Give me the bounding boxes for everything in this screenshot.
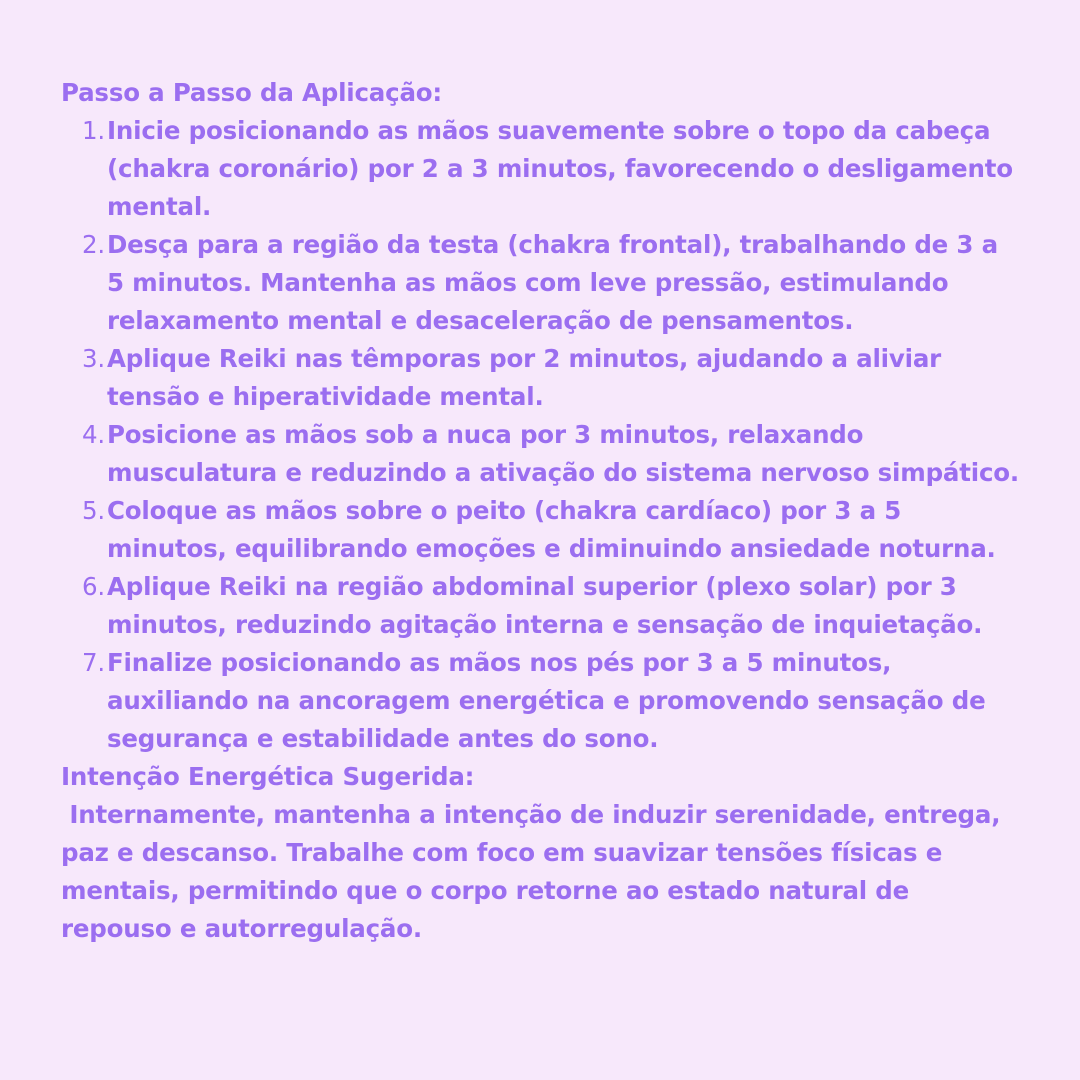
intention-paragraph: Internamente, mantenha a intenção de induzir serenidade, entrega, paz e descanso. Trabalhe com foco em suavizar tensões físicas e mentais, permitindo que o corpo retorne ao estado natural de repouso e autorregulação. <box>61 800 1009 943</box>
steps-list <box>61 112 1021 758</box>
intention-heading: Intenção Energética Sugerida: <box>61 762 475 791</box>
step-text: Desça para a região da testa (chakra frontal), trabalhando de 3 a 5 minutos. Mantenha as mãos com leve pressão, estimulando relaxamento mental e desaceleração de pensamentos. <box>107 230 998 335</box>
step-number: 5. <box>82 496 105 525</box>
step-text: Aplique Reiki na região abdominal superior (plexo solar) por 3 minutos, reduzindo agitação interna e sensação de inquietação. <box>107 572 983 639</box>
list-item <box>61 416 1021 492</box>
list-item <box>61 226 1021 340</box>
step-number: 7. <box>82 648 105 677</box>
list-item <box>61 644 1021 758</box>
step-number: 2. <box>82 230 105 259</box>
step-number: 4. <box>82 420 105 449</box>
step-text: Inicie posicionando as mãos suavemente sobre o topo da cabeça (chakra coronário) por 2 a 3 minutos, favorecendo o desligamento mental. <box>107 116 1013 221</box>
step-number: 1. <box>82 116 105 145</box>
document-content <box>61 74 1021 948</box>
step-text: Coloque as mãos sobre o peito (chakra cardíaco) por 3 a 5 minutos, equilibrando emoções e diminuindo ansiedade noturna. <box>107 496 996 563</box>
list-item <box>61 492 1021 568</box>
steps-heading: Passo a Passo da Aplicação: <box>61 78 443 107</box>
list-item <box>61 112 1021 226</box>
step-number: 3. <box>82 344 105 373</box>
list-item <box>61 568 1021 644</box>
step-text: Finalize posicionando as mãos nos pés por 3 a 5 minutos, auxiliando na ancoragem energética e promovendo sensação de segurança e estabilidade antes do sono. <box>107 648 986 753</box>
step-text: Posicione as mãos sob a nuca por 3 minutos, relaxando musculatura e reduzindo a ativação do sistema nervoso simpático. <box>107 420 1020 487</box>
list-item <box>61 340 1021 416</box>
step-number: 6. <box>82 572 105 601</box>
step-text: Aplique Reiki nas têmporas por 2 minutos, ajudando a aliviar tensão e hiperatividade mental. <box>107 344 942 411</box>
